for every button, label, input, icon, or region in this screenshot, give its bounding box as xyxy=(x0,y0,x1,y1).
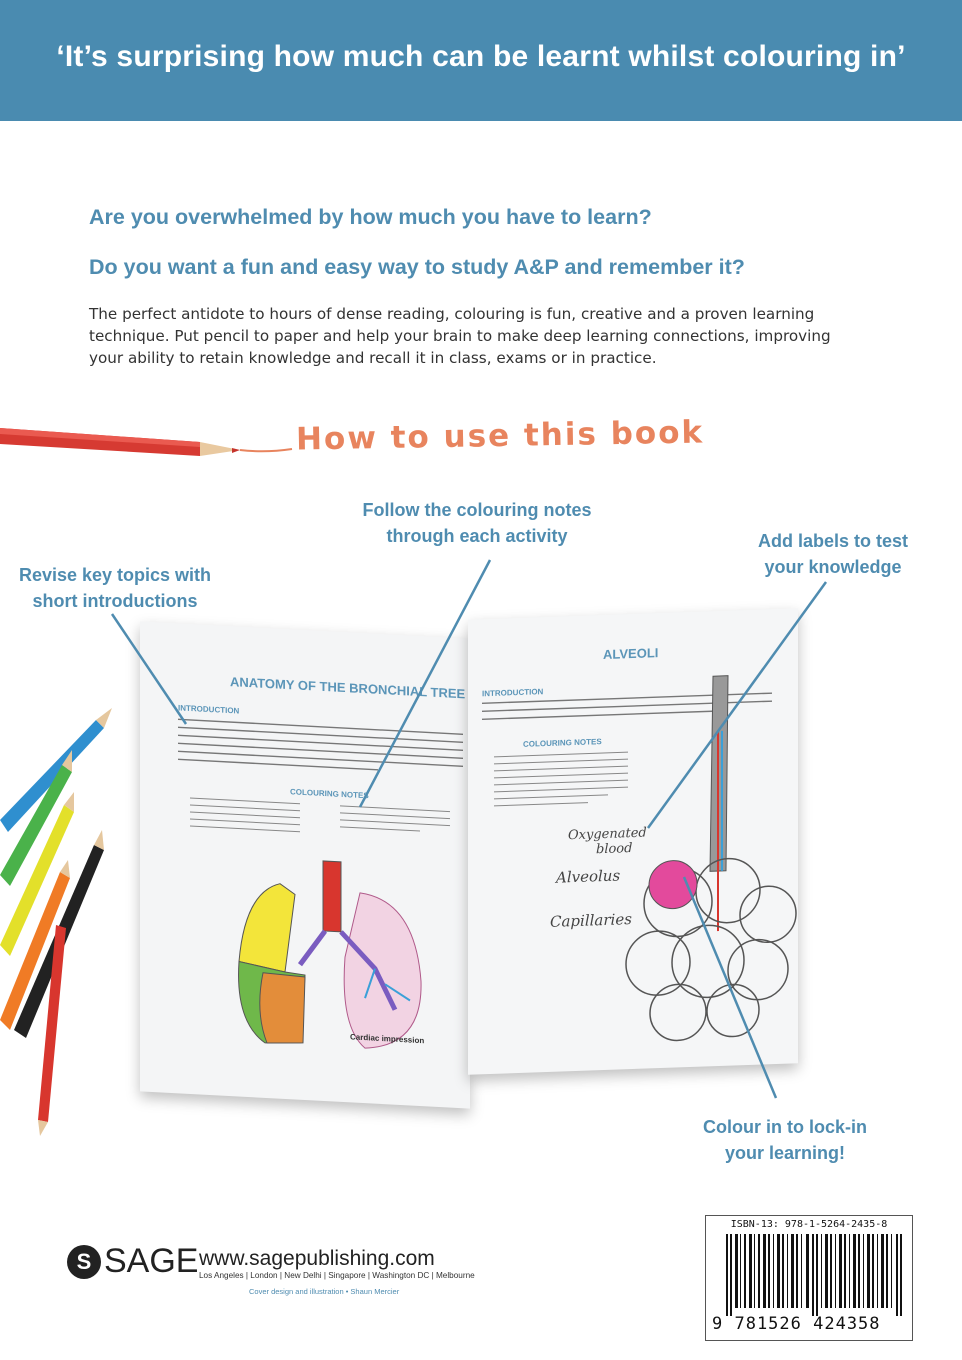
label-alveolus: Alveolus xyxy=(556,866,621,887)
callout-colour-line-1: Colour in to lock-in xyxy=(703,1117,867,1137)
isbn-number: 9 781526 424358 xyxy=(712,1314,881,1334)
barcode-bars xyxy=(726,1234,904,1316)
question-1: Are you overwhelmed by how much you have to learn? xyxy=(89,205,652,229)
right-page-intro-heading: INTRODUCTION xyxy=(482,687,544,699)
how-to-use-title: How to use this book xyxy=(295,414,705,458)
callout-revise-line-2: short introductions xyxy=(32,591,198,611)
callout-labels-line-2: your knowledge xyxy=(764,557,902,577)
banner-quote: ‘It’s surprising how much can be learnt whilst colouring in’ xyxy=(56,40,906,73)
right-page-title: ALVEOLI xyxy=(603,645,659,663)
left-page-notes-heading: COLOURING NOTES xyxy=(290,787,369,801)
intro-line-1: The perfect antidote to hours of dense reading, colouring is fun, creative and a proven learning xyxy=(89,305,815,323)
left-page-title: ANATOMY OF THE BRONCHIAL TREE xyxy=(230,674,466,702)
left-page-intro-heading: INTRODUCTION xyxy=(178,703,240,716)
label-oxygenated-line-1: Oxygenated xyxy=(568,825,647,844)
callout-follow-line-2: through each activity xyxy=(386,526,568,546)
publisher-cities: Los Angeles | London | New Delhi | Singapore | Washington DC | Melbourne xyxy=(199,1271,475,1280)
label-oxygenated-line-2: blood xyxy=(596,841,633,858)
svg-text:S: S xyxy=(76,1249,92,1274)
label-capillaries: Capillaries xyxy=(550,910,632,931)
intro-line-3: your ability to retain knowledge and recall it in class, exams or in practice. xyxy=(89,349,657,367)
intro-line-2: technique. Put pencil to paper and help your brain to make deep learning connections, improving xyxy=(89,327,831,345)
cover-credit: Cover design and illustration • Shaun Mercier xyxy=(249,1287,400,1296)
isbn-label: ISBN-13: 978-1-5264-2435-8 xyxy=(730,1219,888,1230)
barcode-box xyxy=(705,1215,913,1341)
callout-revise-line-1: Revise key topics with xyxy=(18,565,212,585)
sage-logo: SAGE xyxy=(104,1242,199,1280)
sage-logo-icon xyxy=(66,1244,102,1280)
callout-labels-line-1: Add labels to test xyxy=(757,531,909,551)
left-page-caption: Cardiac impression xyxy=(350,1032,425,1046)
publisher-url: www.sagepublishing.com xyxy=(199,1247,435,1270)
callout-colour-line-2: your learning! xyxy=(724,1143,845,1163)
right-page-notes-heading: COLOURING NOTES xyxy=(523,737,602,749)
callout-follow-line-1: Follow the colouring notes xyxy=(362,500,592,520)
question-2: Do you want a fun and easy way to study A&P and remember it? xyxy=(89,255,745,279)
